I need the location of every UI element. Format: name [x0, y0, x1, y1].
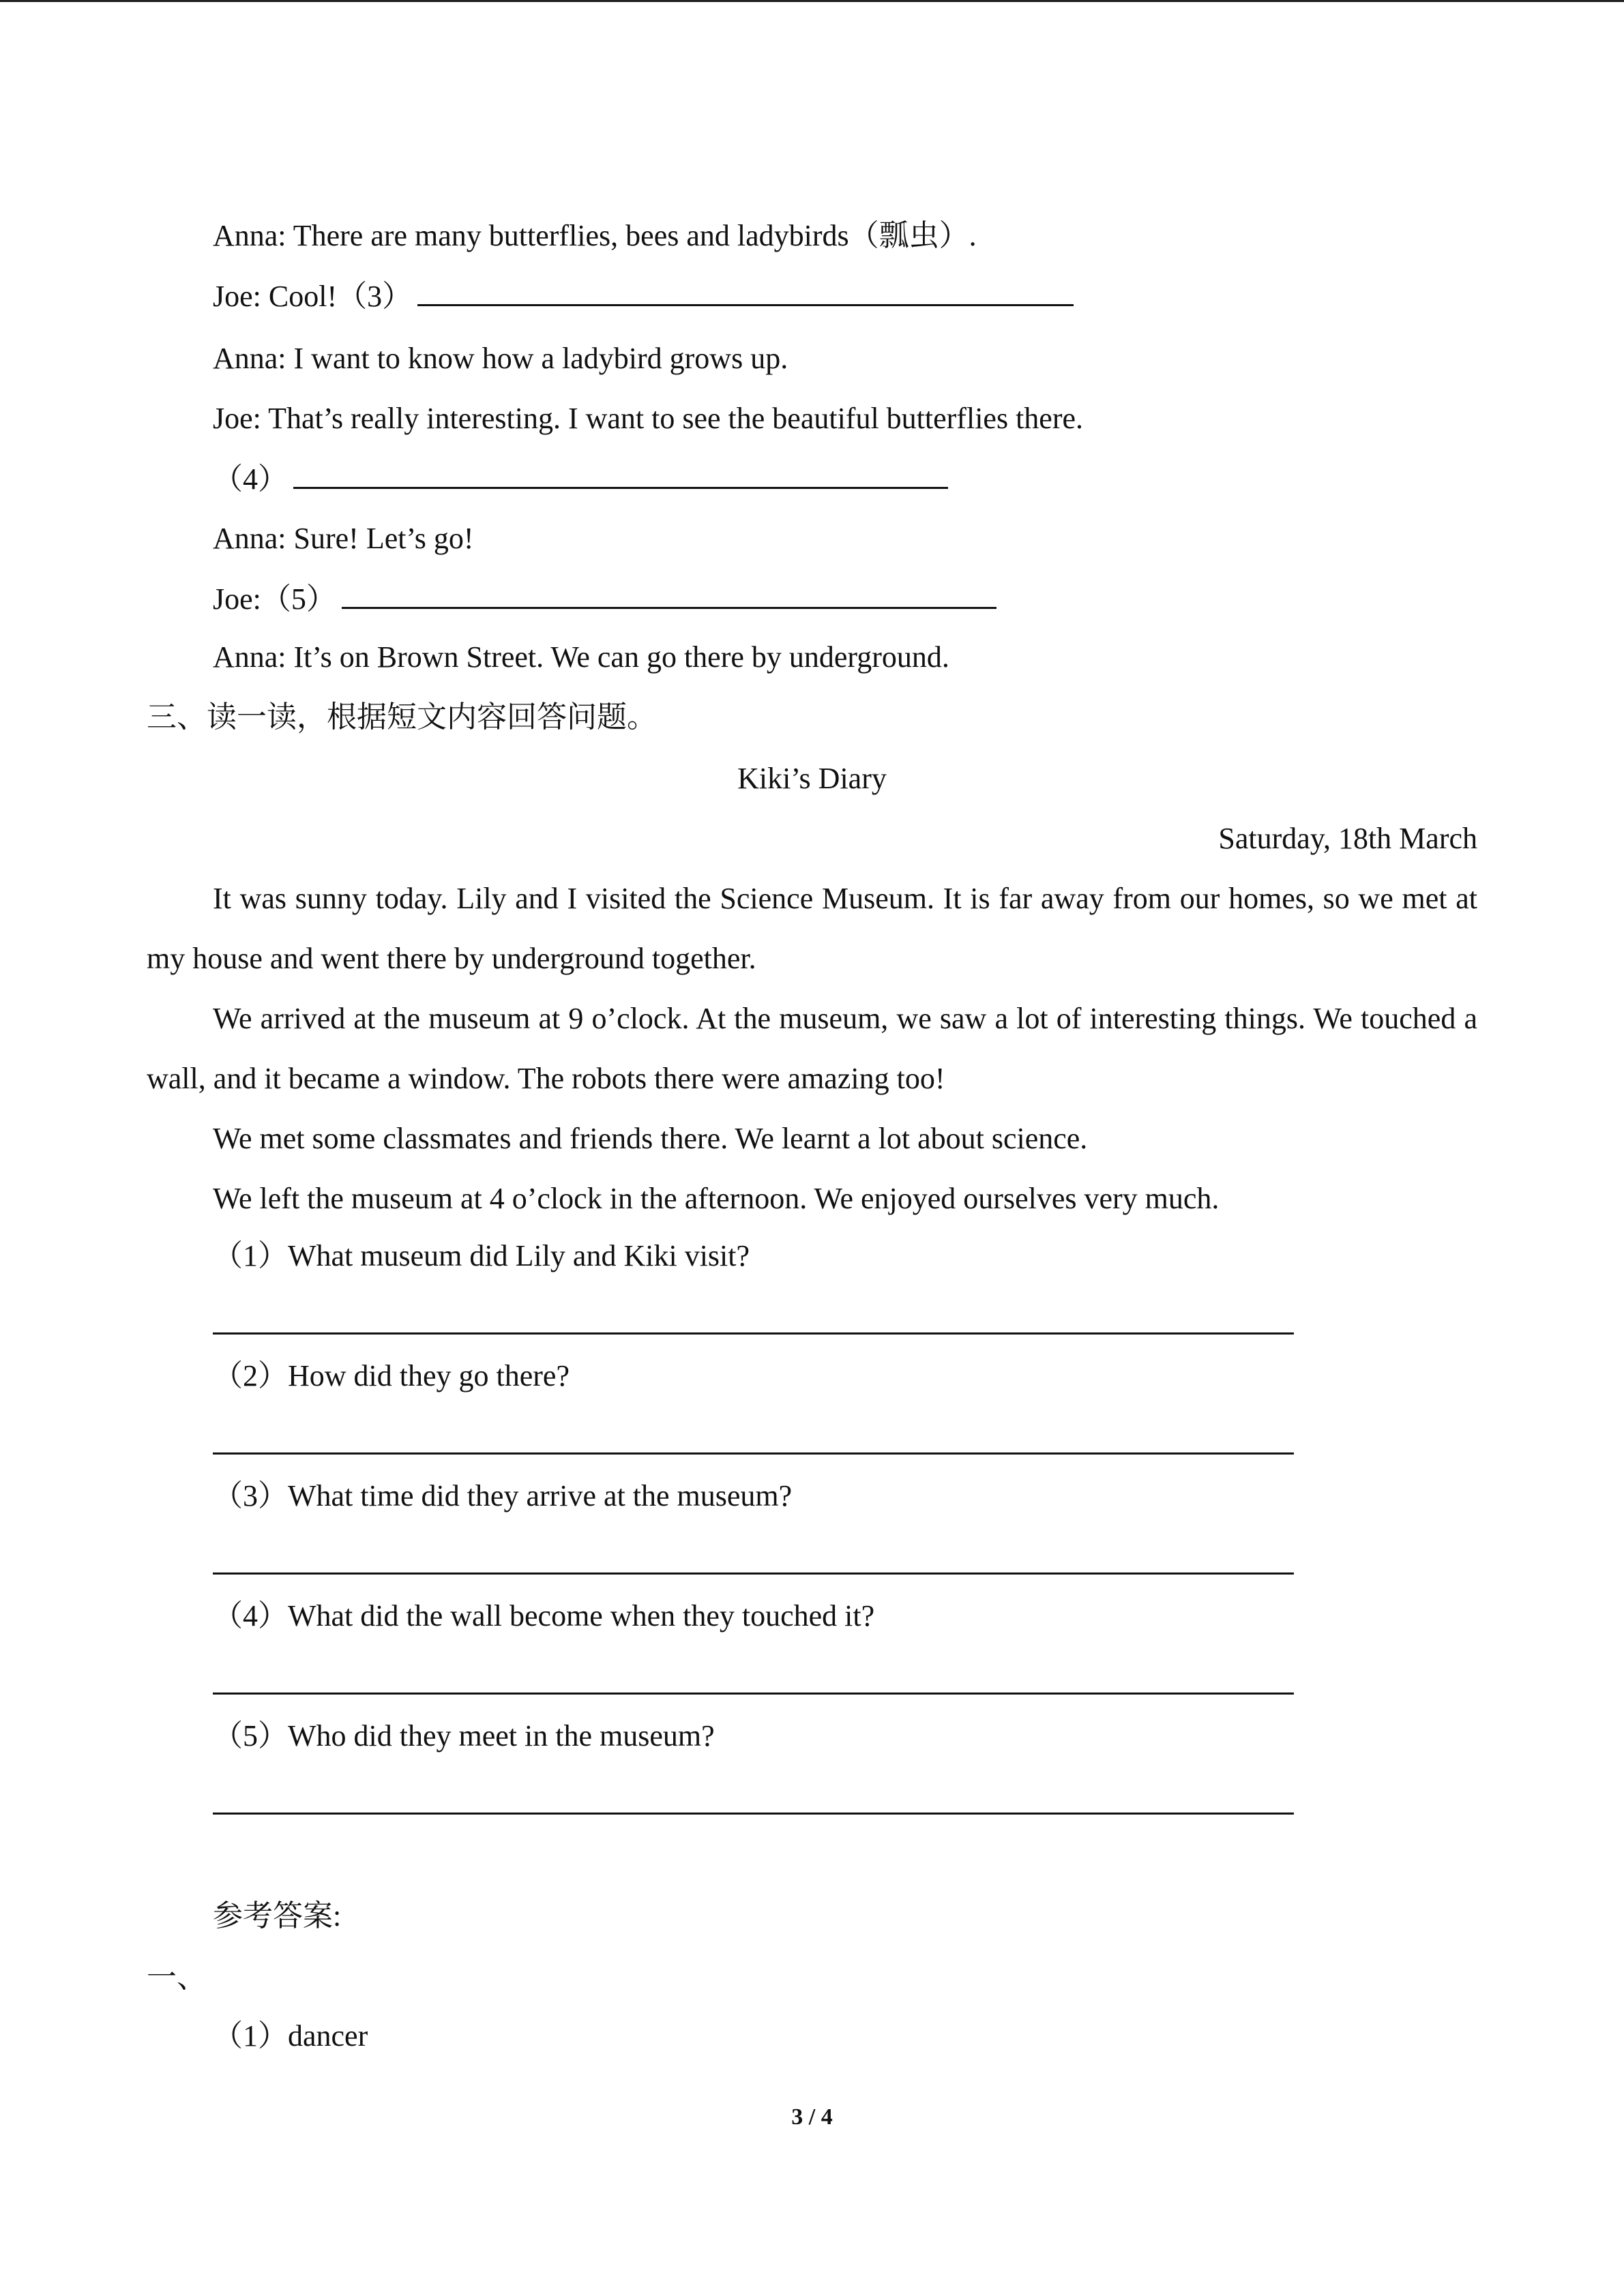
- dialogue-line-anna-4: Anna: It’s on Brown Street. We can go there by underground.: [213, 640, 949, 674]
- dialogue-line-joe-4: Joe: That’s really interesting. I want to see the beautiful butterflies there.: [213, 402, 1083, 435]
- diary-paragraph-2: We arrived at the museum at 9 o’clock. At the museum, we saw a lot of interesting things. We touched a wall, and it became a window. The robots there were amazing too!: [147, 1002, 1477, 1095]
- dialogue-line-label: （4）: [213, 462, 288, 496]
- dialogue-line-joe-3: [213, 275, 1074, 317]
- answer-key-heading: 参考答案:: [213, 1899, 342, 1933]
- dialogue-line-4: [213, 458, 948, 500]
- dialogue-line-anna-3: Anna: Sure! Let’s go!: [213, 522, 474, 555]
- answer-blank-3[interactable]: [417, 275, 1074, 306]
- question-1: （1）What museum did Lily and Kiki visit?: [213, 1239, 750, 1272]
- answer-key-part: 一、: [147, 1960, 207, 1994]
- page-top-border: [0, 0, 1624, 2]
- section-heading: 三、读一读，根据短文内容回答问题。: [147, 700, 657, 734]
- diary-paragraph-4: We left the museum at 4 o’clock in the afternoon. We enjoyed ourselves very much.: [213, 1182, 1220, 1215]
- dialogue-line-joe-5: [213, 578, 996, 620]
- diary-title: Kiki’s Diary: [737, 762, 887, 795]
- question-5: （5）Who did they meet in the museum?: [213, 1719, 715, 1753]
- question-4: （4）What did the wall become when they touched it?: [213, 1599, 875, 1632]
- answer-blank-4[interactable]: [293, 458, 948, 489]
- dialogue-line-label: Joe: Cool!（3）: [213, 280, 413, 313]
- diary-date: Saturday, 18th March: [1218, 822, 1477, 855]
- page-number: 3 / 4: [791, 2104, 833, 2130]
- question-2: （2）How did they go there?: [213, 1359, 570, 1392]
- dialogue-line-anna-2: Anna: I want to know how a ladybird grows up.: [213, 342, 788, 375]
- question-3: （3）What time did they arrive at the museum?: [213, 1479, 793, 1512]
- answer-blank-5[interactable]: [342, 578, 996, 609]
- answer-line-4[interactable]: [213, 1693, 1294, 1695]
- answer-line-2[interactable]: [213, 1452, 1294, 1455]
- diary-paragraph-3: We met some classmates and friends there. We learnt a lot about science.: [213, 1122, 1088, 1155]
- dialogue-line-label: Joe:（5）: [213, 582, 336, 616]
- answer-line-5[interactable]: [213, 1813, 1294, 1815]
- answer-line-3[interactable]: [213, 1572, 1294, 1575]
- dialogue-line-anna-1: Anna: There are many butterflies, bees and ladybirds（瓢虫）.: [213, 219, 977, 252]
- answer-key-item-1: （1）dancer: [213, 2019, 368, 2053]
- answer-line-1[interactable]: [213, 1332, 1294, 1335]
- diary-paragraph-1: It was sunny today. Lily and I visited the Science Museum. It is far away from our homes, so we met at my house and went there by underground together.: [147, 882, 1477, 975]
